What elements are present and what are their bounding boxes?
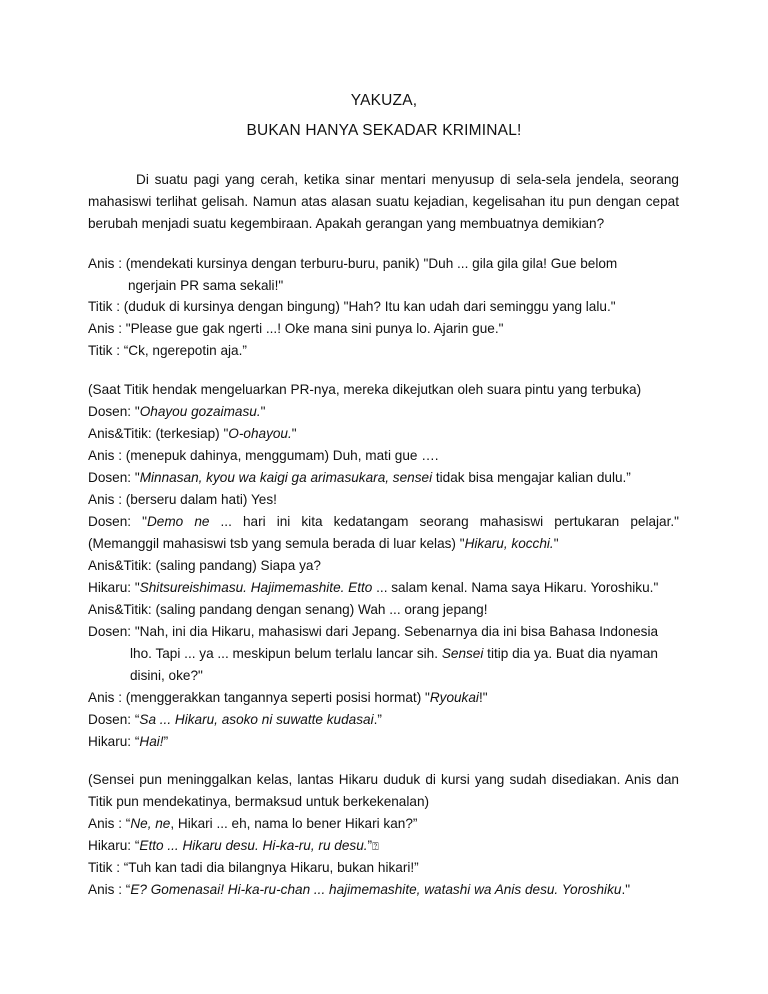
dialogue-line: Dosen: "Nah, ini dia Hikaru, mahasiswi dari Jepang. Sebenarnya dia ini bisa Bahasa Indonesia: [88, 624, 659, 639]
dialogue-line: Hikaru: "Shitsureishimasu. Hajimemashite. Etto ... salam kenal. Nama saya Hikaru. Yoroshiku.": [88, 580, 659, 595]
intro-line-1: Di suatu pagi yang cerah, ketika sinar mentari menyusup di sela-sela jendela, seorang: [136, 172, 679, 187]
title-line-1: YAKUZA,: [350, 92, 418, 109]
dialogue-line: Anis&Titik: (terkesiap) "O-ohayou.": [88, 426, 297, 441]
dialogue-line: Anis : (berseru dalam hati) Yes!: [88, 492, 277, 507]
dialogue-line: Titik : “Ck, ngerepotin aja.”: [88, 343, 247, 358]
dialogue-line: ngerjain PR sama sekali!": [128, 278, 284, 293]
dialogue-line: Hikaru: “Etto ... Hikaru desu. Hi-ka-ru, ru desu.”⍰: [88, 838, 379, 853]
dialogue-line: Anis&Titik: (saling pandang) Siapa ya?: [88, 558, 321, 573]
dialogue-line: lho. Tapi ... ya ... meskipun belum terlalu lancar sih. Sensei titip dia ya. Buat dia nyaman: [130, 646, 658, 661]
stage-direction: (Saat Titik hendak mengeluarkan PR-nya, mereka dikejutkan oleh suara pintu yang terbuka): [88, 382, 642, 397]
stage-direction: (Memanggil mahasiswi tsb yang semula berada di luar kelas) "Hikaru, kocchi.": [88, 536, 559, 551]
dialogue-line: Anis : (menepuk dahinya, menggumam) Duh, mati gue ….: [88, 448, 439, 463]
stage-direction: (Sensei pun meninggalkan kelas, lantas Hikaru duduk di kursi yang sudah disediakan. Anis dan: [88, 772, 679, 787]
title-line-2: BUKAN HANYA SEKADAR KRIMINAL!: [246, 122, 522, 139]
intro-line-2: mahasiswi terlihat gelisah. Namun atas alasan suatu kejadian, kegelisahan itu pun dengan cepat: [88, 194, 679, 209]
dialogue-line: Anis : "Please gue gak ngerti ...! Oke mana sini punya lo. Ajarin gue.": [88, 321, 504, 336]
dialogue-line: Anis&Titik: (saling pandang dengan senang) Wah ... orang jepang!: [88, 602, 488, 617]
intro-line-3: berubah menjadi suatu kegembiraan. Apakah gerangan yang membuatnya demikian?: [88, 216, 605, 231]
dialogue-line: Hikaru: “Hai!”: [88, 734, 169, 749]
dialogue-line: Dosen: "Ohayou gozaimasu.": [88, 404, 266, 419]
missing-glyph-icon: ⍰: [372, 841, 379, 853]
dialogue-line: Anis : (mendekati kursinya dengan terburu-buru, panik) "Duh ... gila gila gila! Gue belom: [88, 256, 618, 271]
dialogue-line: Dosen: “Sa ... Hikaru, asoko ni suwatte kudasai.”: [88, 712, 382, 727]
dialogue-line: Dosen: "Minnasan, kyou wa kaigi ga arimasukara, sensei tidak bisa mengajar kalian dulu.”: [88, 470, 631, 485]
dialogue-line: disini, oke?": [130, 668, 203, 683]
dialogue-line: Anis : (menggerakkan tangannya seperti posisi hormat) "Ryoukai!": [88, 690, 488, 705]
dialogue-line: Anis : “Ne, ne, Hikari ... eh, nama lo bener Hikari kan?”: [88, 816, 418, 831]
dialogue-line: Dosen: "Demo ne ... hari ini kita kedatangam seorang mahasiswi pertukaran pelajar.": [88, 514, 679, 529]
dialogue-line: Titik : (duduk di kursinya dengan bingung) "Hah? Itu kan udah dari seminggu yang lalu.": [88, 299, 616, 314]
dialogue-line: Titik : “Tuh kan tadi dia bilangnya Hikaru, bukan hikari!”: [88, 860, 419, 875]
stage-direction: Titik pun mendekatinya, bermaksud untuk berkekenalan): [88, 794, 430, 809]
dialogue-line: Anis : “E? Gomenasai! Hi-ka-ru-chan ... hajimemashite, watashi wa Anis desu. Yoroshiku.": [88, 882, 631, 897]
